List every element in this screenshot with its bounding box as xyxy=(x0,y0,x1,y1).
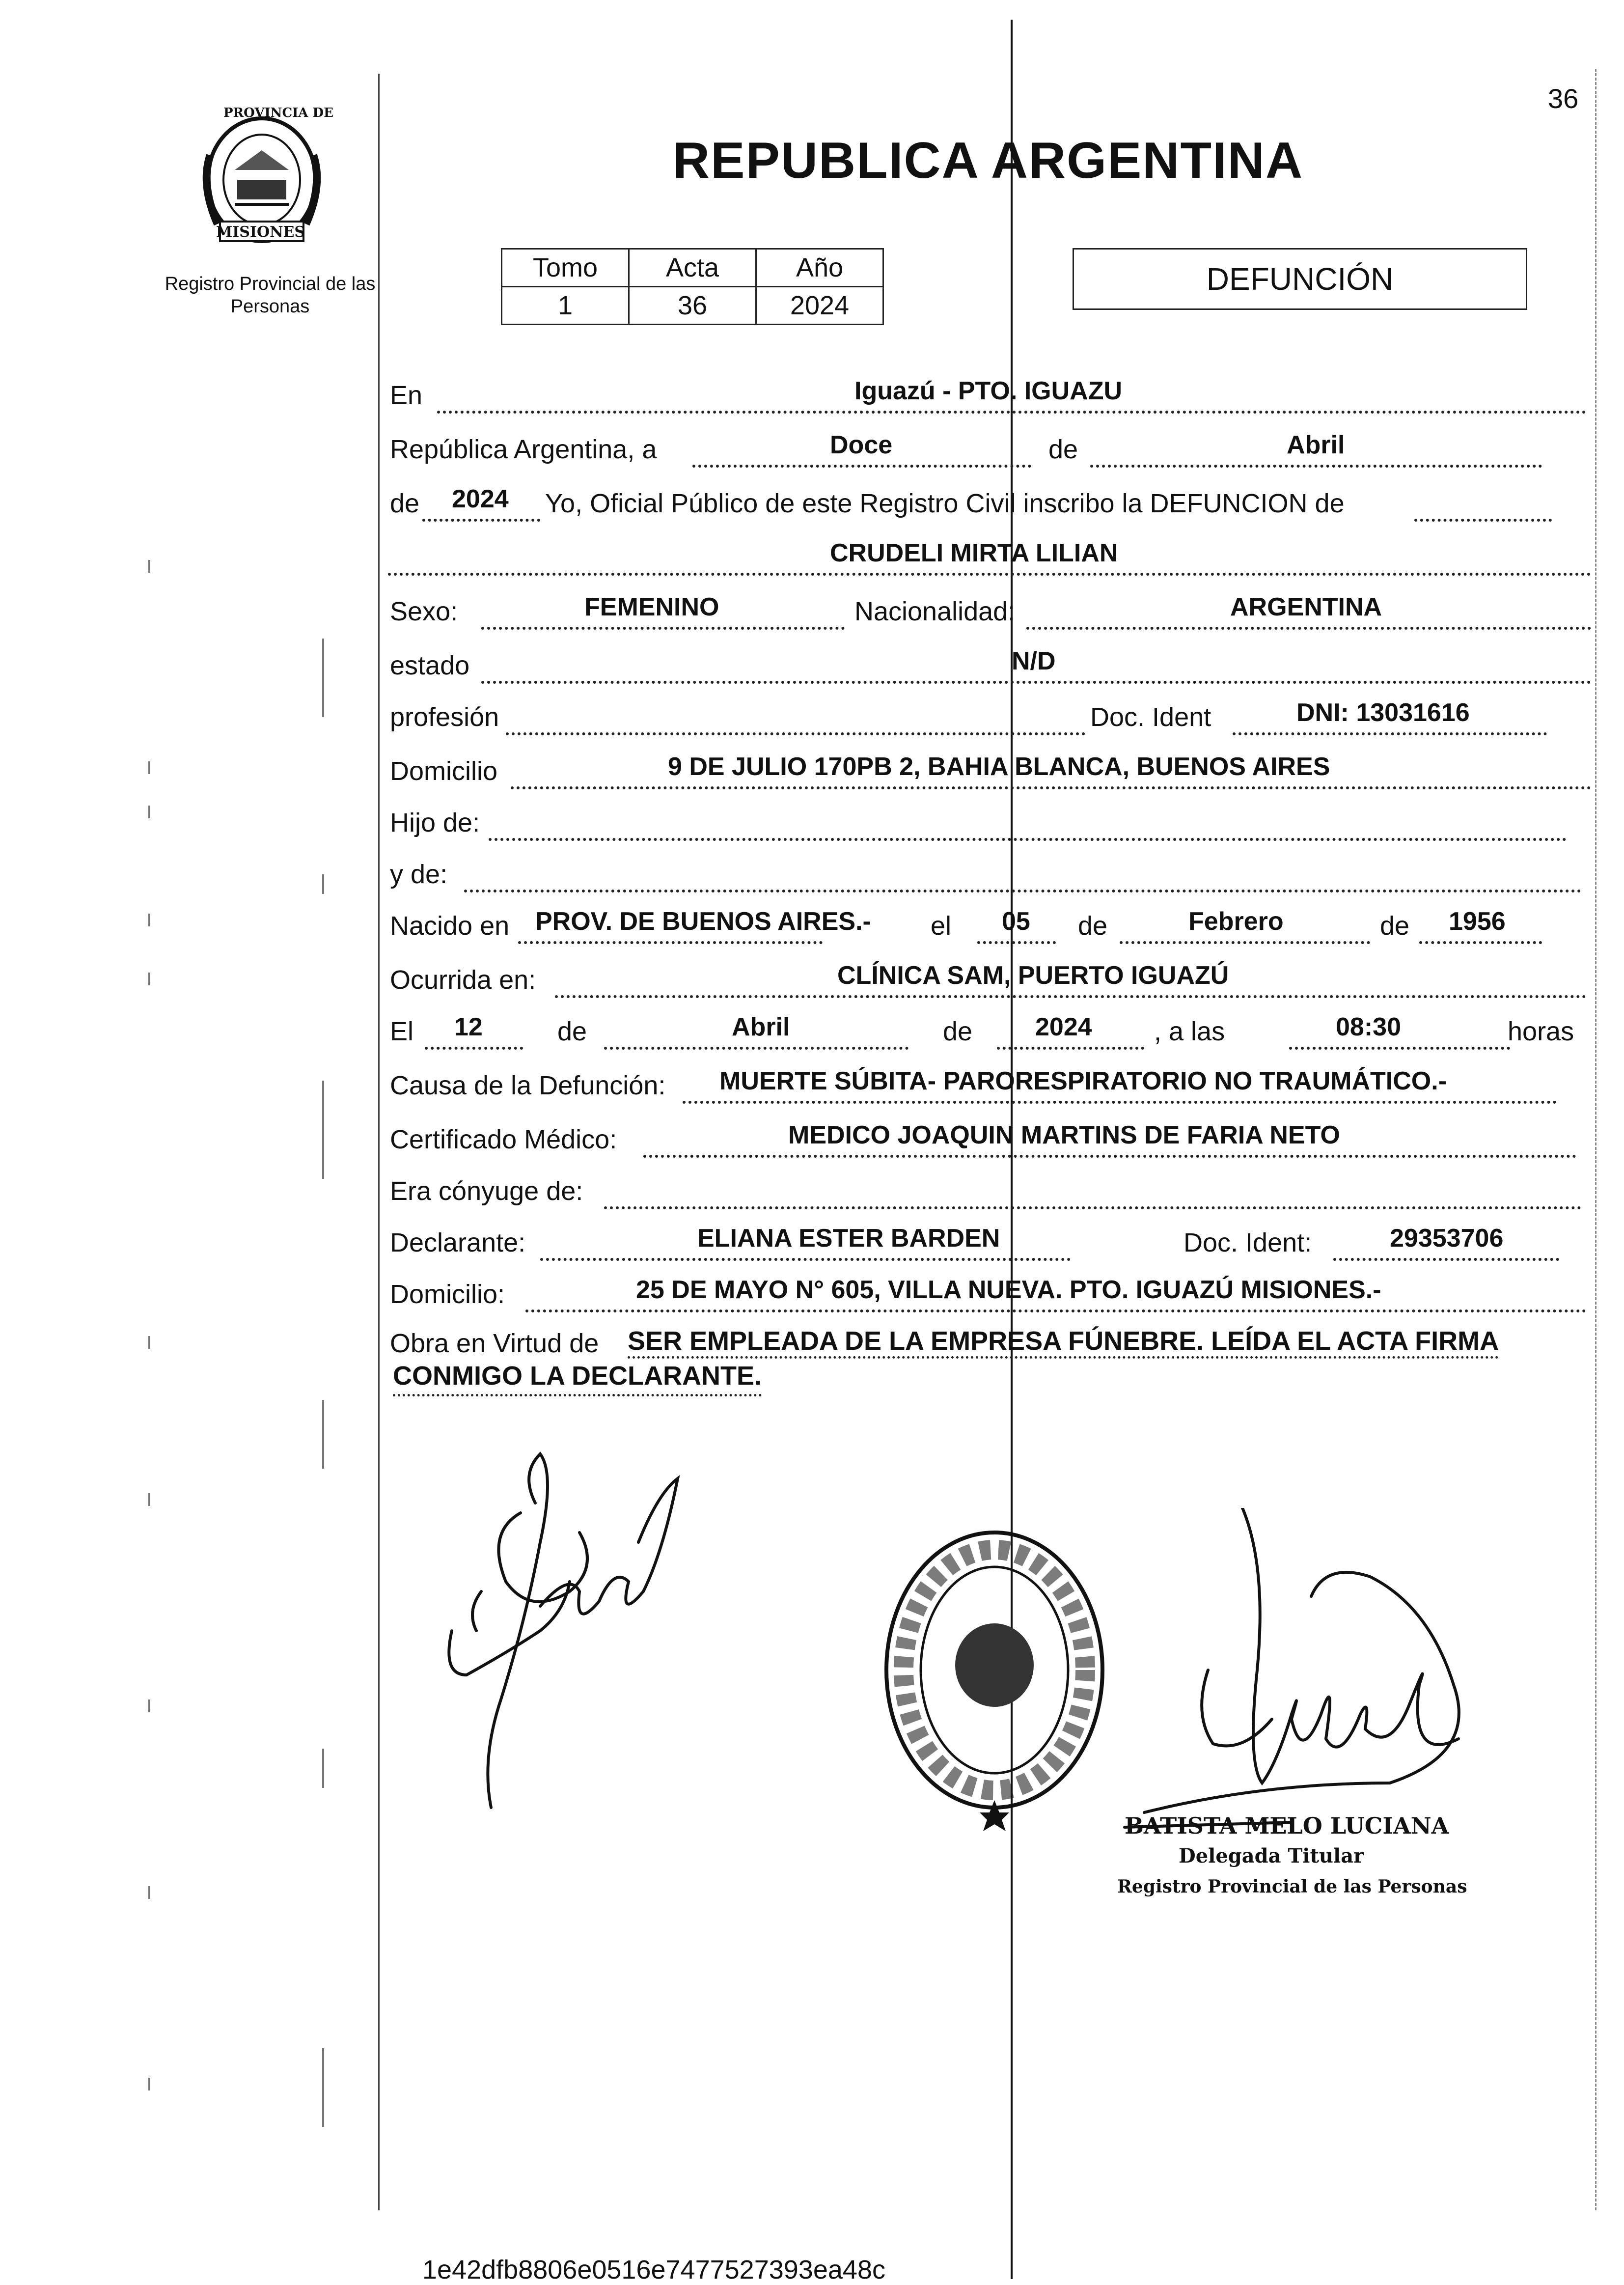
margin-tick xyxy=(148,1493,150,1506)
tomo-value: 1 xyxy=(502,287,629,325)
record-type-box: DEFUNCIÓN xyxy=(1073,248,1527,310)
label-causa: Causa de la Defunción: xyxy=(390,1071,666,1100)
label-conyuge: Era cónyuge de: xyxy=(390,1176,583,1206)
dotted-line xyxy=(1090,465,1542,468)
label-y-de: y de: xyxy=(390,860,448,889)
label-a-las: , a las xyxy=(1154,1017,1225,1046)
margin-tick xyxy=(148,914,150,926)
margin-tick xyxy=(148,761,150,774)
row-fecha-defuncion xyxy=(388,1000,1596,1054)
value-dia-nacimiento: 05 xyxy=(1002,907,1030,936)
label-estado: estado xyxy=(390,651,470,680)
dotted-line xyxy=(1233,732,1547,735)
margin-tick xyxy=(322,1400,324,1469)
anio-header: Año xyxy=(756,249,883,287)
label-domicilio: Domicilio xyxy=(390,756,498,786)
row-sexo xyxy=(388,580,1596,634)
row-nombre xyxy=(388,526,1596,580)
value-causa: MUERTE SÚBITA- PARORESPIRATORIO NO TRAUMÁTICO.- xyxy=(719,1067,1447,1095)
page-number: 36 xyxy=(1548,83,1579,114)
label-de: de xyxy=(557,1017,587,1046)
dotted-line xyxy=(388,573,1591,576)
value-anio-defuncion: 2024 xyxy=(1035,1013,1092,1041)
label-el: el xyxy=(931,911,952,941)
declarant-signature-icon xyxy=(422,1444,697,1817)
row-domicilio-declarante xyxy=(388,1262,1596,1316)
value-month: Abril xyxy=(1287,431,1345,459)
registrar-role: Delegada Titular xyxy=(1179,1844,1364,1867)
dotted-line xyxy=(555,995,1586,998)
value-anio: 2024 xyxy=(452,485,509,513)
label-de-anio: de xyxy=(390,489,420,518)
row-en xyxy=(388,363,1596,418)
anio-value: 2024 xyxy=(756,287,883,325)
value-declarante: ELIANA ESTER BARDEN xyxy=(697,1224,1000,1253)
margin-tick xyxy=(322,1081,324,1179)
dotted-line xyxy=(481,627,845,630)
dotted-line xyxy=(604,1206,1581,1209)
dotted-line xyxy=(540,1258,1071,1261)
row-fecha xyxy=(388,418,1596,472)
value-domicilio: 9 DE JULIO 170PB 2, BAHIA BLANCA, BUENOS AIRES xyxy=(668,752,1330,781)
row-y-de xyxy=(388,842,1596,896)
dotted-line xyxy=(1289,1047,1510,1050)
label-el-fecha: El xyxy=(390,1017,414,1046)
dotted-line xyxy=(464,890,1581,892)
margin-tick xyxy=(322,639,324,717)
emblem-text-bottom: MISIONES xyxy=(216,223,305,241)
dotted-line xyxy=(511,786,1591,789)
label-declarante: Declarante: xyxy=(390,1228,526,1257)
margin-tick xyxy=(148,1700,150,1712)
value-en: Iguazú - PTO. IGUAZU xyxy=(854,377,1123,405)
label-de: de xyxy=(1078,911,1108,941)
margin-tick xyxy=(322,1749,324,1788)
acta-header: Acta xyxy=(629,249,756,287)
dotted-line xyxy=(1026,627,1591,630)
margin-tick xyxy=(148,560,150,573)
margin-tick xyxy=(322,2048,324,2127)
label-oficial-text: Yo, Oficial Público de este Registro Civil inscribo la DEFUNCION de xyxy=(545,489,1345,518)
dotted-line xyxy=(977,941,1056,944)
label-doc-ident-declarante: Doc. Ident: xyxy=(1184,1228,1312,1257)
registrar-office: Registro Provincial de las Personas xyxy=(1117,1876,1467,1897)
acta-value: 36 xyxy=(629,287,756,325)
margin-tick xyxy=(148,973,150,985)
label-profesion: profesión xyxy=(390,702,499,732)
dotted-line xyxy=(1414,519,1552,522)
dotted-line xyxy=(518,941,823,944)
value-anio-nacimiento: 1956 xyxy=(1449,907,1506,936)
value-day: Doce xyxy=(830,431,893,459)
value-sexo: FEMENINO xyxy=(584,593,719,621)
value-mes-nacimiento: Febrero xyxy=(1188,907,1284,936)
value-ocurrida: CLÍNICA SAM, PUERTO IGUAZÚ xyxy=(837,961,1229,990)
margin-tick xyxy=(148,806,150,818)
label-fecha: República Argentina, a xyxy=(390,435,657,464)
label-doc-ident: Doc. Ident xyxy=(1090,702,1211,732)
label-horas: horas xyxy=(1508,1017,1574,1046)
dotted-line xyxy=(1120,941,1370,944)
label-obra: Obra en Virtud de xyxy=(390,1329,599,1358)
official-stamp-icon xyxy=(879,1518,1110,1832)
value-lugar-nacimiento: PROV. DE BUENOS AIRES.- xyxy=(535,907,871,936)
value-obra-continuation: CONMIGO LA DECLARANTE. xyxy=(393,1361,762,1396)
value-doc-declarante: 29353706 xyxy=(1390,1224,1504,1253)
label-de: de xyxy=(943,1017,973,1046)
row-anio xyxy=(388,472,1596,526)
value-certificado: MEDICO JOAQUIN MARTINS DE FARIA NETO xyxy=(788,1121,1340,1149)
dotted-line xyxy=(489,838,1567,841)
registrar-name: BATISTA MELO LUCIANA xyxy=(1125,1812,1449,1839)
row-certificado xyxy=(388,1108,1596,1162)
value-obra: SER EMPLEADA DE LA EMPRESA FÚNEBRE. LEÍDA EL ACTA FIRMA xyxy=(628,1326,1499,1359)
value-estado: N/D xyxy=(1012,647,1056,675)
row-causa xyxy=(388,1054,1596,1108)
row-nacido xyxy=(388,894,1596,948)
dotted-line xyxy=(506,732,1085,735)
label-ocurrida: Ocurrida en: xyxy=(390,965,536,995)
emblem-text-top: PROVINCIA DE xyxy=(223,106,333,120)
row-estado xyxy=(388,634,1596,688)
label-certificado: Certificado Médico: xyxy=(390,1125,617,1154)
dotted-line xyxy=(1333,1258,1559,1261)
row-ocurrida xyxy=(388,948,1596,1002)
label-de: de xyxy=(1380,911,1410,941)
dotted-line xyxy=(692,465,1031,468)
value-dia-defuncion: 12 xyxy=(454,1013,483,1041)
dotted-line xyxy=(997,1047,1144,1050)
registrar-signature-icon xyxy=(1115,1508,1478,1862)
row-domicilio xyxy=(388,739,1596,793)
label-de: de xyxy=(1048,435,1078,464)
value-nacionalidad: ARGENTINA xyxy=(1230,593,1382,621)
tomo-header: Tomo xyxy=(502,249,629,287)
row-declarante xyxy=(388,1211,1596,1265)
margin-tick xyxy=(322,874,324,894)
dotted-line xyxy=(1419,941,1542,944)
dotted-line xyxy=(437,411,1586,414)
margin-tick xyxy=(148,1336,150,1349)
row-conyuge xyxy=(388,1159,1596,1213)
registry-label: Registro Provincial de las Personas xyxy=(165,274,376,317)
value-hora: 08:30 xyxy=(1336,1013,1401,1041)
dotted-line xyxy=(643,1155,1576,1158)
margin-tick xyxy=(148,2078,150,2090)
value-domicilio-declarante: 25 DE MAYO N° 605, VILLA NUEVA. PTO. IGUAZÚ MISIONES.- xyxy=(636,1276,1381,1304)
row-profesion xyxy=(388,685,1596,739)
dotted-line xyxy=(604,1047,908,1050)
left-margin-line xyxy=(378,74,380,2210)
label-sexo: Sexo: xyxy=(390,597,458,626)
dotted-line xyxy=(425,1047,523,1050)
value-mes-defuncion: Abril xyxy=(732,1013,790,1041)
dotted-line xyxy=(683,1101,1557,1104)
row-hijo xyxy=(388,791,1596,845)
value-dni: DNI: 13031616 xyxy=(1296,698,1470,727)
document-title: REPUBLICA ARGENTINA xyxy=(673,132,1304,189)
value-nombre: CRUDELI MIRTA LILIAN xyxy=(830,539,1118,567)
row-obra xyxy=(388,1311,1596,1365)
label-nacido: Nacido en xyxy=(390,911,510,941)
document-hash: 1e42dfb8806e0516e7477527393ea48c xyxy=(422,2255,885,2285)
dotted-line xyxy=(422,519,540,522)
label-hijo: Hijo de: xyxy=(390,808,480,837)
label-nacionalidad: Nacionalidad: xyxy=(854,597,1016,626)
margin-tick xyxy=(148,1886,150,1899)
book-reference-table xyxy=(501,248,884,325)
label-en: En xyxy=(390,381,423,410)
dotted-line xyxy=(481,681,1591,684)
label-domicilio-declarante: Domicilio: xyxy=(390,1280,505,1309)
